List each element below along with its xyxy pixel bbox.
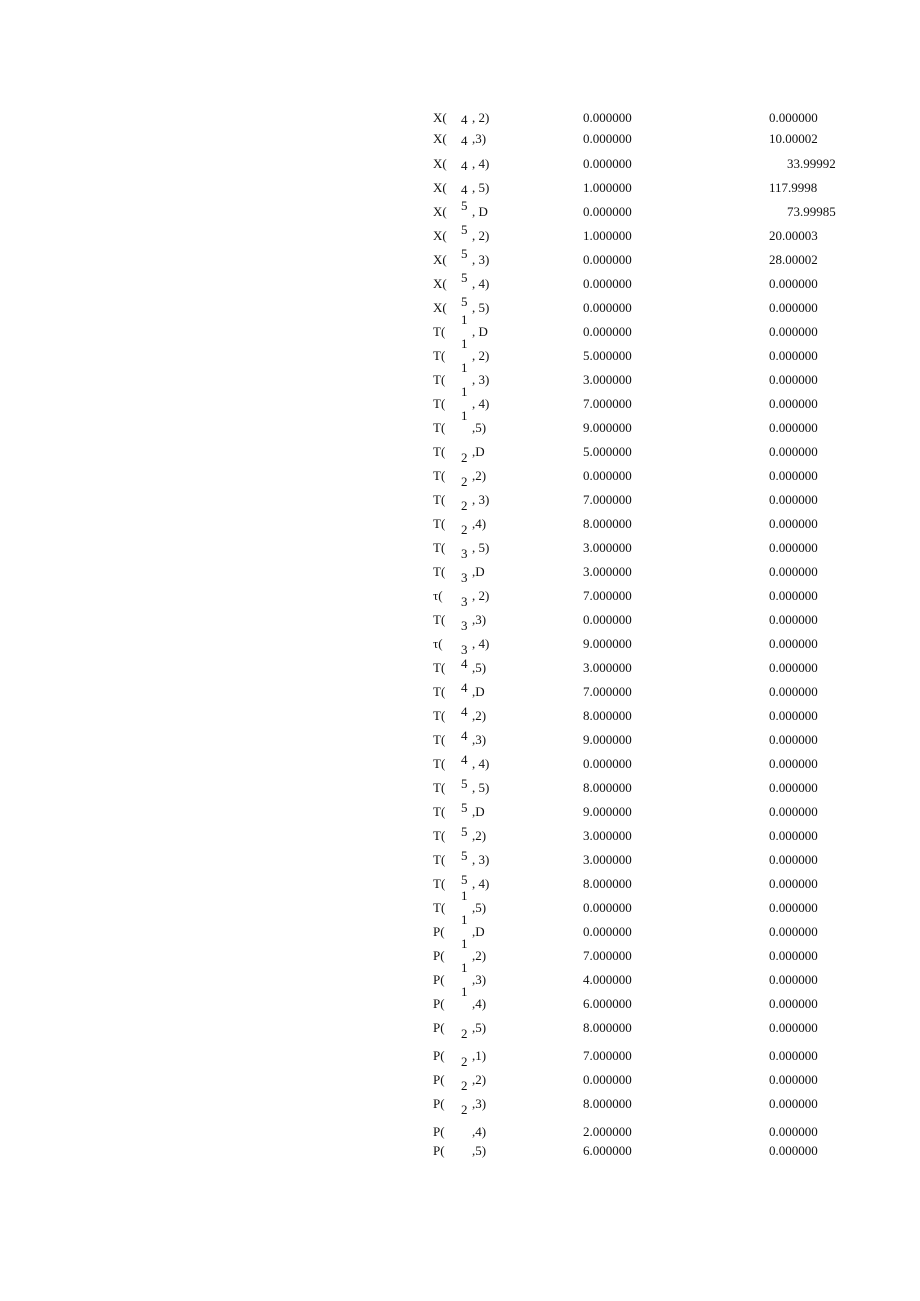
variable-value: 0.000000 (583, 156, 632, 171)
variable-name: P( (433, 948, 445, 963)
variable-value: 0.000000 (583, 468, 632, 483)
table-row (0, 654, 920, 678)
table-row (0, 888, 920, 918)
table-row (0, 1137, 920, 1161)
variable-index: 1 (461, 408, 468, 423)
reduced-cost: 0.000000 (769, 900, 818, 915)
table-row (0, 1014, 920, 1041)
variable-subscript: ,D (472, 444, 485, 459)
variable-name: X( (433, 180, 447, 195)
variable-value: 0.000000 (583, 300, 632, 315)
variable-subscript: , 2) (472, 588, 490, 603)
variable-subscript: ,3) (472, 1096, 487, 1111)
variable-name: T( (433, 420, 446, 435)
variable-subscript: ,5) (472, 1143, 487, 1158)
reduced-cost: 0.000000 (769, 396, 818, 411)
variable-subscript: , 3) (472, 372, 490, 387)
table-row (0, 486, 920, 513)
variable-value: 0.000000 (583, 131, 632, 146)
variable-subscript: ,5) (472, 660, 487, 675)
reduced-cost: 0.000000 (769, 732, 818, 747)
variable-subscript: , D (472, 204, 488, 219)
reduced-cost: 0.000000 (769, 708, 818, 723)
table-row (0, 936, 920, 966)
table-row (0, 1066, 920, 1093)
variable-value: 8.000000 (583, 876, 632, 891)
variable-index: 5 (461, 246, 468, 261)
variable-value: 0.000000 (583, 204, 632, 219)
reduced-cost: 20.00003 (769, 228, 818, 243)
variable-name: P( (433, 924, 445, 939)
table-row (0, 534, 920, 561)
variable-value: 8.000000 (583, 780, 632, 795)
reduced-cost: 0.000000 (769, 564, 818, 579)
table-row (0, 510, 920, 537)
reduced-cost: 0.000000 (769, 1124, 818, 1139)
variable-name: T( (433, 780, 446, 795)
variable-index: 2 (461, 522, 468, 537)
variable-subscript: , 5) (472, 300, 490, 315)
variable-subscript: ,2) (472, 828, 487, 843)
variable-name: T( (433, 876, 446, 891)
table-row (0, 960, 920, 990)
variable-index: 3 (461, 642, 468, 657)
variable-value: 8.000000 (583, 516, 632, 531)
variable-value: 7.000000 (583, 492, 632, 507)
variable-index: 1 (461, 936, 468, 951)
variable-subscript: , 2) (472, 110, 490, 125)
reduced-cost: 0.000000 (769, 684, 818, 699)
reduced-cost: 0.000000 (769, 110, 818, 125)
table-row (0, 558, 920, 585)
reduced-cost: 0.000000 (769, 276, 818, 291)
table-row (0, 336, 920, 366)
variable-subscript: ,3) (472, 732, 487, 747)
reduced-cost: 0.000000 (769, 540, 818, 555)
variable-name: τ( (433, 588, 443, 603)
variable-index: 5 (461, 776, 468, 791)
table-row (0, 312, 920, 342)
reduced-cost: 0.000000 (769, 996, 818, 1011)
variable-subscript: ,4) (472, 996, 487, 1011)
variable-value: 4.000000 (583, 972, 632, 987)
variable-subscript: ,4) (472, 1124, 487, 1139)
variable-index: 1 (461, 888, 468, 903)
variable-name: T( (433, 612, 446, 627)
variable-value: 0.000000 (583, 276, 632, 291)
table-row (0, 774, 920, 798)
table-row (0, 1042, 920, 1069)
variable-name: P( (433, 1020, 445, 1035)
variable-subscript: ,D (472, 684, 485, 699)
table-row (0, 125, 920, 149)
variable-subscript: , 4) (472, 156, 490, 171)
reduced-cost: 0.000000 (769, 348, 818, 363)
reduced-cost: 73.99985 (787, 204, 836, 219)
variable-value: 6.000000 (583, 996, 632, 1011)
variable-name: T( (433, 468, 446, 483)
reduced-cost: 0.000000 (769, 492, 818, 507)
variable-subscript: , 4) (472, 396, 490, 411)
variable-index: 5 (461, 824, 468, 839)
variable-index: 4 (461, 704, 468, 719)
variable-index: 4 (461, 112, 468, 127)
variable-value: 0.000000 (583, 612, 632, 627)
variable-subscript: , 2) (472, 348, 490, 363)
table-row (0, 726, 920, 750)
variable-value: 8.000000 (583, 708, 632, 723)
variable-value: 9.000000 (583, 732, 632, 747)
variable-subscript: ,5) (472, 900, 487, 915)
variable-name: P( (433, 1096, 445, 1111)
variable-index: 2 (461, 1078, 468, 1093)
variable-index: 1 (461, 312, 468, 327)
table-row (0, 582, 920, 609)
variable-index: 2 (461, 1102, 468, 1117)
table-row (0, 750, 920, 774)
variable-name: T( (433, 324, 446, 339)
variable-index: 5 (461, 270, 468, 285)
reduced-cost: 0.000000 (769, 804, 818, 819)
variable-index: 1 (461, 984, 468, 999)
variable-name: T( (433, 396, 446, 411)
variable-name: T( (433, 516, 446, 531)
table-row (0, 846, 920, 870)
table-row (0, 630, 920, 657)
variable-value: 2.000000 (583, 1124, 632, 1139)
variable-name: τ( (433, 636, 443, 651)
reduced-cost: 0.000000 (769, 444, 818, 459)
variable-name: T( (433, 684, 446, 699)
variable-subscript: ,1) (472, 1048, 487, 1063)
variable-subscript: ,2) (472, 708, 487, 723)
reduced-cost: 0.000000 (769, 468, 818, 483)
variable-index: 1 (461, 912, 468, 927)
variable-value: 3.000000 (583, 372, 632, 387)
variable-name: P( (433, 1143, 445, 1158)
table-row (0, 294, 920, 318)
variable-value: 0.000000 (583, 252, 632, 267)
variable-name: T( (433, 564, 446, 579)
variable-name: T( (433, 804, 446, 819)
reduced-cost: 0.000000 (769, 1096, 818, 1111)
table-row (0, 150, 920, 174)
variable-name: T( (433, 492, 446, 507)
reduced-cost: 0.000000 (769, 1143, 818, 1158)
variable-index: 4 (461, 656, 468, 671)
variable-value: 6.000000 (583, 1143, 632, 1158)
table-row (0, 606, 920, 633)
table-row (0, 384, 920, 414)
variable-value: 3.000000 (583, 660, 632, 675)
table-row (0, 678, 920, 702)
reduced-cost: 0.000000 (769, 972, 818, 987)
variable-subscript: , 3) (472, 852, 490, 867)
table-row (0, 1090, 920, 1117)
variable-index: 1 (461, 336, 468, 351)
variable-index: 3 (461, 618, 468, 633)
variable-name: P( (433, 996, 445, 1011)
table-row (0, 912, 920, 942)
table-row (0, 360, 920, 390)
variable-index: 3 (461, 594, 468, 609)
variable-index: 5 (461, 294, 468, 309)
variable-subscript: ,2) (472, 1072, 487, 1087)
variable-name: T( (433, 828, 446, 843)
variable-value: 7.000000 (583, 396, 632, 411)
variable-name: P( (433, 1048, 445, 1063)
variable-index: 4 (461, 158, 468, 173)
reduced-cost: 0.000000 (769, 636, 818, 651)
variable-subscript: ,5) (472, 1020, 487, 1035)
variable-value: 7.000000 (583, 684, 632, 699)
reduced-cost: 0.000000 (769, 828, 818, 843)
variable-subscript: , 3) (472, 252, 490, 267)
variable-name: X( (433, 131, 447, 146)
variable-name: T( (433, 372, 446, 387)
variable-value: 9.000000 (583, 420, 632, 435)
variable-value: 5.000000 (583, 348, 632, 363)
variable-name: P( (433, 972, 445, 987)
variable-name: T( (433, 708, 446, 723)
table-row (0, 462, 920, 489)
variable-subscript: ,3) (472, 972, 487, 987)
variable-subscript: , 4) (472, 876, 490, 891)
variable-value: 0.000000 (583, 900, 632, 915)
variable-subscript: ,3) (472, 131, 487, 146)
reduced-cost: 33.99992 (787, 156, 836, 171)
reduced-cost: 0.000000 (769, 1072, 818, 1087)
variable-name: T( (433, 660, 446, 675)
variable-name: T( (433, 756, 446, 771)
variable-subscript: , 4) (472, 276, 490, 291)
variable-name: X( (433, 204, 447, 219)
reduced-cost: 117.9998 (769, 180, 818, 195)
reduced-cost: 0.000000 (769, 852, 818, 867)
reduced-cost: 0.000000 (769, 516, 818, 531)
variable-index: 1 (461, 360, 468, 375)
variable-subscript: , 3) (472, 492, 490, 507)
variable-subscript: ,D (472, 564, 485, 579)
table-row (0, 270, 920, 294)
variable-value: 8.000000 (583, 1020, 632, 1035)
variable-name: X( (433, 276, 447, 291)
variable-value: 5.000000 (583, 444, 632, 459)
reduced-cost: 0.000000 (769, 1048, 818, 1063)
variable-value: 3.000000 (583, 852, 632, 867)
variable-value: 8.000000 (583, 1096, 632, 1111)
variable-value: 1.000000 (583, 180, 632, 195)
variable-value: 1.000000 (583, 228, 632, 243)
variable-index: 4 (461, 680, 468, 695)
reduced-cost: 0.000000 (769, 588, 818, 603)
variable-value: 0.000000 (583, 324, 632, 339)
variable-name: X( (433, 110, 447, 125)
variable-name: T( (433, 444, 446, 459)
variable-index: 5 (461, 848, 468, 863)
variable-subscript: ,D (472, 804, 485, 819)
reduced-cost: 28.00002 (769, 252, 818, 267)
variable-name: T( (433, 732, 446, 747)
reduced-cost: 0.000000 (769, 612, 818, 627)
table-row (0, 798, 920, 822)
variable-subscript: , 5) (472, 540, 490, 555)
variable-value: 3.000000 (583, 828, 632, 843)
variable-index: 4 (461, 752, 468, 767)
variable-value: 7.000000 (583, 948, 632, 963)
variable-subscript: , 5) (472, 180, 490, 195)
variable-subscript: , D (472, 324, 488, 339)
variable-index: 2 (461, 450, 468, 465)
variable-value: 3.000000 (583, 540, 632, 555)
variable-index: 5 (461, 222, 468, 237)
variable-index: 5 (461, 198, 468, 213)
table-row (0, 438, 920, 465)
reduced-cost: 0.000000 (769, 372, 818, 387)
variable-index: 2 (461, 1026, 468, 1041)
variable-name: T( (433, 900, 446, 915)
reduced-cost: 0.000000 (769, 780, 818, 795)
reduced-cost: 0.000000 (769, 924, 818, 939)
variable-name: T( (433, 540, 446, 555)
variable-value: 0.000000 (583, 110, 632, 125)
variable-name: T( (433, 852, 446, 867)
variable-value: 9.000000 (583, 636, 632, 651)
variable-name: X( (433, 228, 447, 243)
variable-index: 2 (461, 474, 468, 489)
table-row (0, 246, 920, 270)
variable-subscript: ,3) (472, 612, 487, 627)
table-row (0, 870, 920, 894)
reduced-cost: 0.000000 (769, 420, 818, 435)
reduced-cost: 0.000000 (769, 324, 818, 339)
variable-index: 3 (461, 570, 468, 585)
table-row (0, 702, 920, 726)
variable-value: 0.000000 (583, 1072, 632, 1087)
variable-subscript: ,D (472, 924, 485, 939)
variable-index: 5 (461, 800, 468, 815)
reduced-cost: 0.000000 (769, 300, 818, 315)
table-row (0, 198, 920, 222)
variable-index: 2 (461, 1054, 468, 1069)
table-row (0, 408, 920, 438)
variable-index: 1 (461, 384, 468, 399)
variable-name: T( (433, 348, 446, 363)
variable-name: X( (433, 156, 447, 171)
variable-value: 7.000000 (583, 588, 632, 603)
variable-value: 9.000000 (583, 804, 632, 819)
variable-value: 7.000000 (583, 1048, 632, 1063)
reduced-cost: 0.000000 (769, 756, 818, 771)
variable-name: X( (433, 300, 447, 315)
variable-index: 5 (461, 872, 468, 887)
variable-index: 1 (461, 960, 468, 975)
reduced-cost: 0.000000 (769, 660, 818, 675)
variable-index: 4 (461, 182, 468, 197)
variable-subscript: , 4) (472, 756, 490, 771)
variable-value: 0.000000 (583, 924, 632, 939)
variable-subscript: , 5) (472, 780, 490, 795)
variable-name: X( (433, 252, 447, 267)
reduced-cost: 0.000000 (769, 876, 818, 891)
variable-subscript: , 2) (472, 228, 490, 243)
variable-value: 0.000000 (583, 756, 632, 771)
variable-subscript: ,5) (472, 420, 487, 435)
table-row (0, 984, 920, 1014)
variable-index: 2 (461, 498, 468, 513)
reduced-cost: 0.000000 (769, 948, 818, 963)
variable-subscript: ,2) (472, 948, 487, 963)
variable-index: 4 (461, 728, 468, 743)
variable-subscript: ,2) (472, 468, 487, 483)
variable-name: P( (433, 1124, 445, 1139)
table-row (0, 174, 920, 198)
variable-subscript: ,4) (472, 516, 487, 531)
variable-index: 4 (461, 133, 468, 148)
variable-index: 3 (461, 546, 468, 561)
variable-value: 3.000000 (583, 564, 632, 579)
variable-name: P( (433, 1072, 445, 1087)
variable-subscript: , 4) (472, 636, 490, 651)
table-row (0, 222, 920, 246)
reduced-cost: 0.000000 (769, 1020, 818, 1035)
table-row (0, 822, 920, 846)
reduced-cost: 10.00002 (769, 131, 818, 146)
